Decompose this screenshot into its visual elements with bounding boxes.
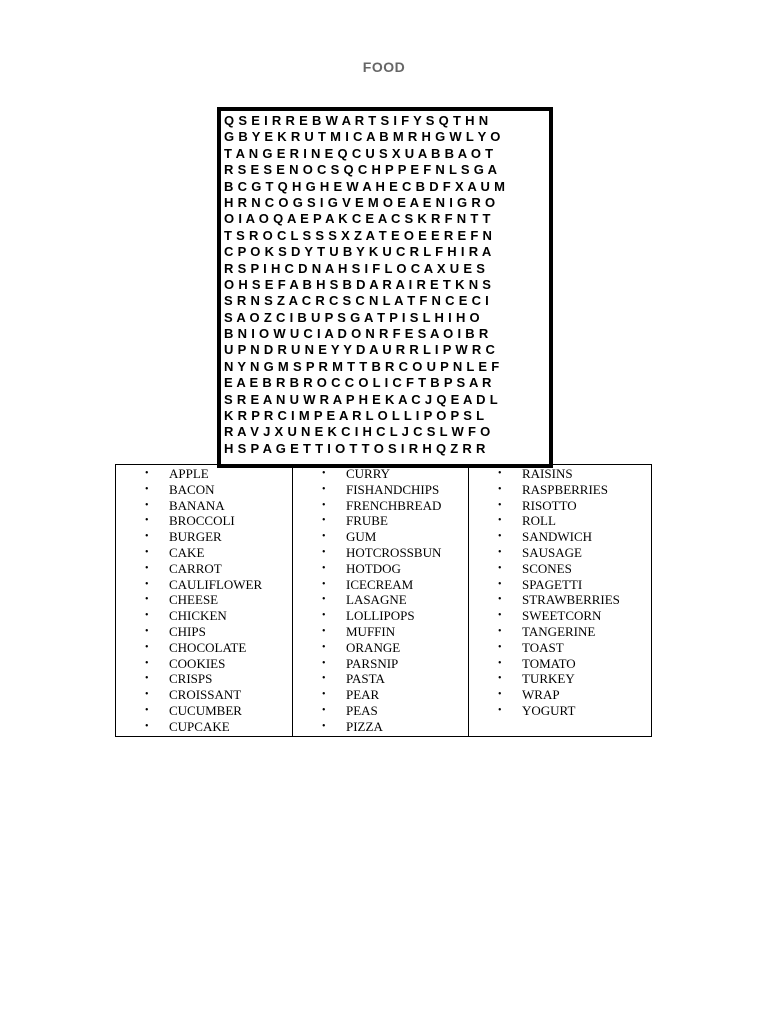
bullet-icon: • — [145, 689, 149, 701]
word-label: ORANGE — [346, 639, 401, 655]
word-label: SANDWICH — [522, 529, 593, 545]
word-list-item — [469, 656, 651, 672]
bullet-icon: • — [322, 657, 326, 669]
grid-row: Q S E I R R E B W A R T S I F Y S Q T H N — [224, 113, 489, 128]
word-label: PEAR — [346, 687, 380, 703]
word-list-item — [116, 687, 292, 703]
bullet-icon: • — [498, 531, 502, 543]
bullet-icon: • — [322, 499, 326, 511]
word-label: CHIPS — [169, 623, 206, 639]
bullet-icon: • — [145, 594, 149, 606]
word-label: CUPCAKE — [169, 718, 230, 734]
bullet-icon: • — [498, 673, 502, 685]
bullet-icon: • — [322, 625, 326, 637]
word-list-item — [116, 529, 292, 545]
word-list-item — [469, 482, 651, 498]
word-label: HOTDOG — [346, 560, 401, 576]
word-label: APPLE — [169, 466, 209, 481]
word-label: CARROT — [169, 560, 222, 576]
word-label: CRISPS — [169, 671, 213, 687]
word-list-item — [293, 703, 468, 719]
bullet-icon: • — [498, 546, 502, 558]
bullet-icon: • — [145, 720, 149, 732]
bullet-icon: • — [498, 594, 502, 606]
word-list-item — [293, 624, 468, 640]
word-list-column-2 — [292, 465, 468, 736]
grid-row: S A O Z C I B U P S G A T P I S L H I H O — [224, 309, 480, 325]
word-list-item — [293, 482, 468, 498]
page-title: FOOD — [362, 59, 406, 75]
word-label: RASPBERRIES — [522, 481, 608, 497]
word-label: FRUBE — [346, 513, 388, 529]
word-label: PIZZA — [346, 718, 383, 734]
word-list-item — [116, 656, 292, 672]
word-label: GUM — [346, 529, 377, 545]
grid-row: G B Y E K R U T M I C A B M R H G W L Y O — [224, 129, 501, 145]
grid-row: S R N S Z A C R C S C N L A T F N C E C I — [224, 293, 490, 309]
word-list-column-3 — [468, 465, 651, 736]
grid-row: T A N G E R I N E Q C U S X U A B B A O T — [224, 145, 494, 161]
bullet-icon: • — [145, 625, 149, 637]
bullet-icon: • — [145, 562, 149, 574]
grid-row: S R E A N U W R A P H E K A C J Q E A D L — [224, 391, 499, 407]
bullet-icon: • — [498, 689, 502, 701]
grid-row: U P N D R U N E Y Y D A U R R L I P W R C — [224, 342, 496, 358]
word-label: CROISSANT — [169, 687, 242, 703]
bullet-icon: • — [498, 468, 502, 479]
grid-row: H S P A G E T T I O T T O S I R H Q Z R R — [224, 440, 486, 456]
word-label: TANGERINE — [522, 623, 596, 639]
word-label: CAKE — [169, 544, 205, 560]
bullet-icon: • — [322, 673, 326, 685]
word-label: FISHANDCHIPS — [346, 481, 440, 497]
bullet-icon: • — [145, 483, 149, 495]
word-label: RAISINS — [522, 466, 573, 481]
word-list-item — [116, 608, 292, 624]
bullet-icon: • — [498, 483, 502, 495]
word-label: STRAWBERRIES — [522, 592, 620, 608]
word-list-item — [469, 466, 651, 482]
word-list-item — [116, 577, 292, 593]
grid-row: R S E S E N O C S Q C H P P E F N L S G A — [224, 162, 498, 178]
bullet-icon: • — [145, 673, 149, 685]
bullet-icon: • — [322, 546, 326, 558]
word-label: WRAP — [522, 687, 560, 703]
bullet-icon: • — [322, 483, 326, 495]
word-label: YOGURT — [522, 702, 576, 718]
bullet-icon: • — [145, 546, 149, 558]
bullet-icon: • — [145, 468, 149, 479]
word-list-item — [116, 513, 292, 529]
word-label: ROLL — [522, 513, 556, 529]
word-list-item — [116, 624, 292, 640]
word-label: CHICKEN — [169, 608, 227, 624]
word-list-item — [116, 719, 292, 735]
grid-row: H R N C O G S I G V E M O E A E N I G R O — [224, 194, 496, 210]
word-label: FRENCHBREAD — [346, 497, 442, 513]
bullet-icon: • — [145, 578, 149, 590]
word-list-item — [293, 577, 468, 593]
bullet-icon: • — [322, 641, 326, 653]
bullet-icon: • — [322, 689, 326, 701]
word-label: COOKIES — [169, 655, 226, 671]
word-label: CUCUMBER — [169, 702, 242, 718]
word-list-item — [293, 687, 468, 703]
word-label: SWEETCORN — [522, 608, 602, 624]
word-label: TOAST — [522, 639, 564, 655]
word-label: SCONES — [522, 560, 572, 576]
word-list-item — [293, 529, 468, 545]
word-label: BACON — [169, 481, 215, 497]
bullet-icon: • — [498, 499, 502, 511]
bullet-icon: • — [498, 657, 502, 669]
bullet-icon: • — [322, 610, 326, 622]
grid-row: T S R O C L S S S X Z A T E O E E R E F N — [224, 227, 493, 243]
bullet-icon: • — [145, 610, 149, 622]
bullet-icon: • — [145, 657, 149, 669]
word-list-item — [293, 640, 468, 656]
word-list-item — [469, 624, 651, 640]
word-list-item — [469, 561, 651, 577]
word-list-item — [293, 466, 468, 482]
word-list-item — [469, 640, 651, 656]
word-label: CHOCOLATE — [169, 639, 247, 655]
bullet-icon: • — [498, 625, 502, 637]
word-label: SPAGETTI — [522, 576, 583, 592]
word-list-item — [116, 703, 292, 719]
word-label: CURRY — [346, 466, 391, 481]
word-list-item — [469, 498, 651, 514]
grid-row: E A E B R B R O C C O L I C F T B P S A R — [224, 375, 492, 391]
word-list-item — [469, 529, 651, 545]
word-label: BROCCOLI — [169, 513, 235, 529]
word-label: HOTCROSSBUN — [346, 544, 442, 560]
bullet-icon: • — [498, 578, 502, 590]
bullet-icon: • — [322, 562, 326, 574]
grid-row: N Y N G M S P R M T T B R C O U P N L E F — [224, 358, 500, 374]
bullet-icon: • — [498, 704, 502, 716]
word-label: MUFFIN — [346, 623, 396, 639]
bullet-icon: • — [145, 515, 149, 527]
word-label: PARSNIP — [346, 655, 399, 671]
grid-row: C P O K S D Y T U B Y K U C R L F H I R A — [224, 244, 492, 260]
word-label: SAUSAGE — [522, 544, 582, 560]
word-label: RISOTTO — [522, 497, 577, 513]
word-list-item — [469, 592, 651, 608]
word-list-item — [116, 482, 292, 498]
word-list-item — [293, 498, 468, 514]
grid-row: K R P R C I M P E A R L O L L I P O P S L — [224, 408, 485, 424]
bullet-icon: • — [322, 720, 326, 732]
word-list-item — [469, 545, 651, 561]
word-list-item — [293, 561, 468, 577]
bullet-icon: • — [498, 515, 502, 527]
word-label: LASAGNE — [346, 592, 407, 608]
bullet-icon: • — [322, 704, 326, 716]
bullet-icon: • — [322, 594, 326, 606]
bullet-icon: • — [145, 641, 149, 653]
word-list-item — [116, 561, 292, 577]
word-list-item — [469, 513, 651, 529]
word-label: LOLLIPOPS — [346, 608, 415, 624]
bullet-icon: • — [322, 531, 326, 543]
word-list-item — [293, 592, 468, 608]
word-label: ICECREAM — [346, 576, 414, 592]
bullet-icon: • — [498, 641, 502, 653]
word-list-item — [293, 719, 468, 735]
word-list-table — [115, 464, 652, 737]
bullet-icon: • — [498, 610, 502, 622]
word-label: PEAS — [346, 702, 378, 718]
grid-row: R A V J X U N E K C I H C L J C S L W F O — [224, 424, 491, 440]
bullet-icon: • — [322, 515, 326, 527]
word-list-item — [116, 545, 292, 561]
bullet-icon: • — [498, 562, 502, 574]
word-label: TURKEY — [522, 671, 575, 687]
word-label: BURGER — [169, 529, 222, 545]
grid-row: R S P I H C D N A H S I F L O C A X U E S — [224, 260, 486, 276]
word-label: CAULIFLOWER — [169, 576, 263, 592]
word-list-column-1 — [116, 465, 292, 736]
word-list-item — [116, 671, 292, 687]
word-list-item — [293, 656, 468, 672]
word-list-item — [116, 498, 292, 514]
word-label: BANANA — [169, 497, 225, 513]
grid-row: B N I O W U C I A D O N R F E S A O I B R — [224, 326, 489, 342]
grid-row: O I A O Q A E P A K C E A C S K R F N T T — [224, 211, 491, 227]
word-list-item — [469, 577, 651, 593]
word-list-item — [116, 592, 292, 608]
bullet-icon: • — [145, 499, 149, 511]
word-label: PASTA — [346, 671, 385, 687]
bullet-icon: • — [322, 468, 326, 479]
word-list-item — [293, 545, 468, 561]
word-label: CHEESE — [169, 592, 219, 608]
word-list-item — [116, 640, 292, 656]
bullet-icon: • — [322, 578, 326, 590]
word-label: TOMATO — [522, 655, 576, 671]
word-list-item — [469, 703, 651, 719]
word-list-item — [293, 608, 468, 624]
word-list-item — [469, 608, 651, 624]
word-list-item — [469, 687, 651, 703]
grid-row: O H S E F A B H S B D A R A I R E T K N S — [224, 276, 492, 292]
word-search-grid — [217, 107, 553, 468]
bullet-icon: • — [145, 704, 149, 716]
word-list-item — [293, 513, 468, 529]
word-list-item — [293, 671, 468, 687]
word-list-item — [116, 466, 292, 482]
grid-row: B C G T Q H G H E W A H E C B D F X A U M — [224, 178, 506, 194]
word-list-item — [469, 671, 651, 687]
bullet-icon: • — [145, 531, 149, 543]
